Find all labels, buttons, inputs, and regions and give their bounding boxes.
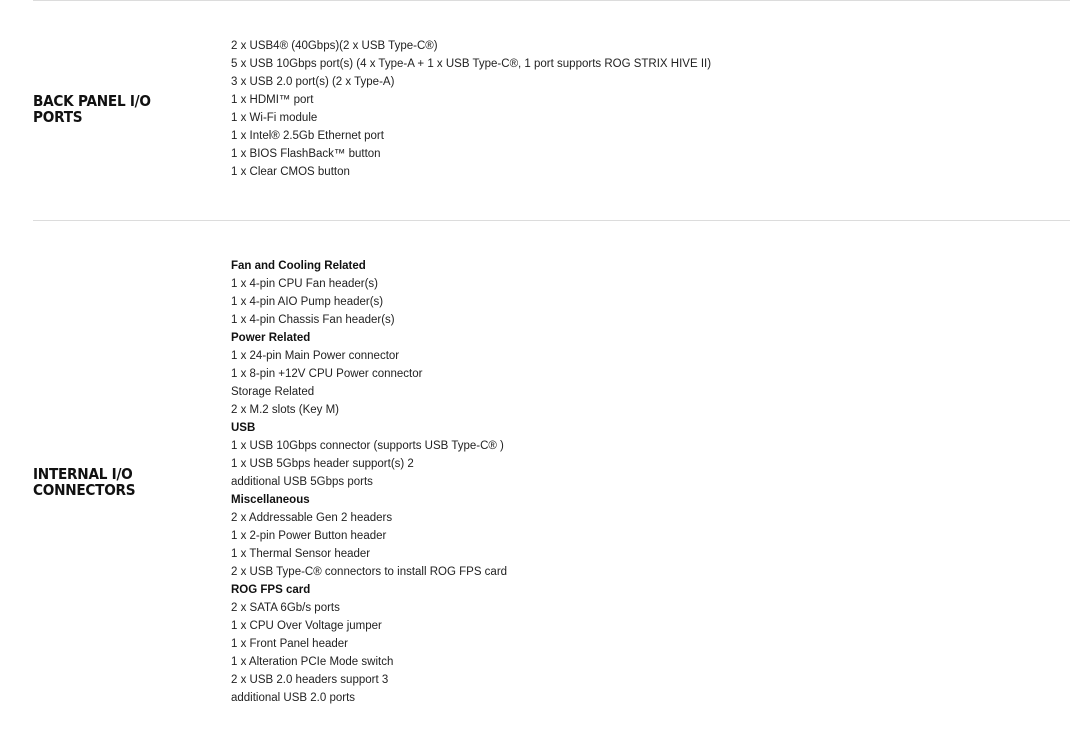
- spec-subheading: USB: [231, 422, 256, 434]
- spec-subheading: ROG FPS card: [231, 584, 311, 596]
- spec-item: 1 x USB 10Gbps connector (supports USB Type-C® ): [231, 440, 504, 452]
- spec-item: 1 x 4-pin CPU Fan header(s): [231, 278, 379, 290]
- spec-subheading: Fan and Cooling Related: [231, 260, 366, 272]
- spec-item: 5 x USB 10Gbps port(s) (4 x Type-A + 1 x USB Type-C®, 1 port supports ROG STRIX HIVE II): [231, 58, 712, 70]
- spec-item: 1 x 24-pin Main Power connector: [231, 350, 400, 362]
- section-title-line: INTERNAL I/O: [33, 465, 133, 483]
- spec-item: 1 x 4-pin AIO Pump header(s): [231, 296, 384, 308]
- spec-subheading: Miscellaneous: [231, 494, 310, 506]
- spec-item: 2 x USB 2.0 headers support 3: [231, 674, 389, 686]
- spec-item: 2 x USB4® (40Gbps)(2 x USB Type-C®): [231, 40, 438, 52]
- spec-item: 1 x Alteration PCIe Mode switch: [231, 656, 394, 668]
- section-title-line: CONNECTORS: [33, 481, 136, 499]
- spec-item: 1 x 8-pin +12V CPU Power connector: [231, 368, 423, 380]
- section-divider-top: [33, 0, 1070, 1]
- spec-item: 2 x USB Type-C® connectors to install ROG FPS card: [231, 566, 508, 578]
- section-divider-middle: [33, 220, 1070, 221]
- spec-item: 1 x CPU Over Voltage jumper: [231, 620, 382, 632]
- spec-list-internal-io: [231, 257, 507, 707]
- spec-item: 1 x Wi-Fi module: [231, 112, 318, 124]
- section-title-line: PORTS: [33, 108, 83, 126]
- section-title-line: BACK PANEL I/O: [33, 92, 151, 110]
- spec-item: 1 x 4-pin Chassis Fan header(s): [231, 314, 395, 326]
- spec-item: Storage Related: [231, 386, 315, 398]
- spec-item: 2 x M.2 slots (Key M): [231, 404, 339, 416]
- spec-item: 1 x Clear CMOS button: [231, 166, 350, 178]
- spec-list-back-panel-io: [231, 37, 711, 181]
- spec-item: 1 x BIOS FlashBack™ button: [231, 148, 381, 160]
- section-title-internal-io: [33, 466, 191, 498]
- spec-item: additional USB 5Gbps ports: [231, 476, 373, 488]
- spec-item: 1 x Thermal Sensor header: [231, 548, 371, 560]
- spec-item: 1 x Intel® 2.5Gb Ethernet port: [231, 130, 384, 142]
- spec-subheading: Power Related: [231, 332, 311, 344]
- section-title-back-panel-io: [33, 93, 191, 125]
- spec-item: 1 x 2-pin Power Button header: [231, 530, 387, 542]
- spec-item: 2 x SATA 6Gb/s ports: [231, 602, 340, 614]
- spec-item: 3 x USB 2.0 port(s) (2 x Type-A): [231, 76, 395, 88]
- spec-item: 1 x HDMI™ port: [231, 94, 314, 106]
- spec-item: additional USB 2.0 ports: [231, 692, 356, 704]
- spec-item: 1 x Front Panel header: [231, 638, 348, 650]
- spec-item: 2 x Addressable Gen 2 headers: [231, 512, 393, 524]
- spec-item: 1 x USB 5Gbps header support(s) 2: [231, 458, 414, 470]
